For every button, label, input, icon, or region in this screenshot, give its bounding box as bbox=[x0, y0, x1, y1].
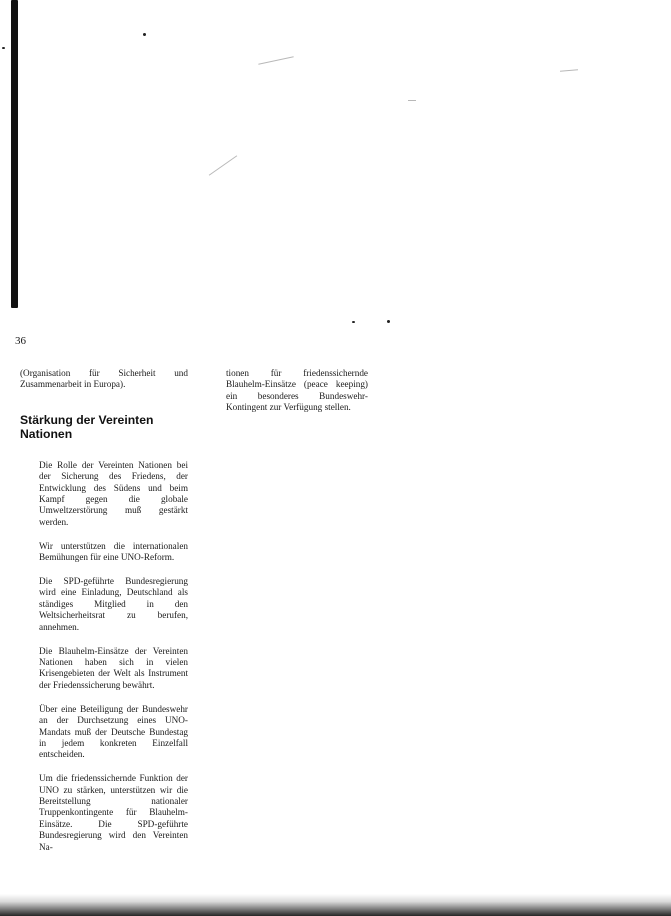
section-heading: Stärkung der Vereinten Nationen bbox=[20, 412, 154, 442]
paragraph: Wir unterstützen die internationalen Bemühungen für eine UNO-Reform. bbox=[39, 540, 188, 563]
right-column bbox=[226, 368, 368, 426]
scan-speck bbox=[387, 320, 390, 323]
paragraph: Die Rolle der Vereinten Nationen bei der Sicherung des Friedens, der Entwicklung des Südens und beim Kampf gegen die globale Umweltzerstörung muß gestärkt werden. bbox=[39, 459, 188, 527]
paragraph: Über eine Beteiligung der Bundeswehr an der Durchsetzung eines UNO-Mandats muß der Deutsche Bundestag in jedem konkreten Einzelfall entscheiden. bbox=[39, 703, 188, 760]
scan-streak bbox=[258, 56, 293, 64]
paragraph: Die SPD-geführte Bundesregierung wird eine Einladung, Deutschland als ständiges Mitglied in den Weltsicherheitsrat zu berufen, annehmen. bbox=[39, 576, 188, 632]
scan-streak bbox=[209, 155, 237, 175]
continued-paragraph: tionen für friedenssichernde Blauhelm-Einsätze (peace keeping) ein besonderes Bundeswehr-Kontingent zur Verfügung stellen. bbox=[226, 368, 368, 413]
page-number: 36 bbox=[15, 335, 26, 347]
scan-streak bbox=[408, 100, 416, 101]
scan-speck bbox=[352, 321, 355, 323]
paragraph: Die Blauhelm-Einsätze der Vereinten Nationen haben sich in vielen Krisengebieten der Welt als Instrument der Friedenssicherung bewährt. bbox=[39, 645, 188, 690]
scan-bottom-edge bbox=[0, 894, 671, 916]
scan-binding-shadow bbox=[11, 0, 18, 308]
scan-speck bbox=[2, 47, 5, 49]
paragraph-block bbox=[39, 460, 188, 853]
left-column bbox=[20, 368, 188, 866]
scan-streak bbox=[560, 69, 578, 72]
scan-speck bbox=[143, 33, 146, 36]
lead-paragraph: (Organisation für Sicherheit und Zusammenarbeit in Europa). bbox=[20, 368, 188, 390]
paragraph: Um die friedenssichernde Funktion der UNO zu stärken, unterstützen wir die Bereitstellung nationaler Truppenkontingente für Blauhelm-Einsätze. Die SPD-geführte Bundesregierung wird den Vereinten Na- bbox=[39, 773, 188, 852]
